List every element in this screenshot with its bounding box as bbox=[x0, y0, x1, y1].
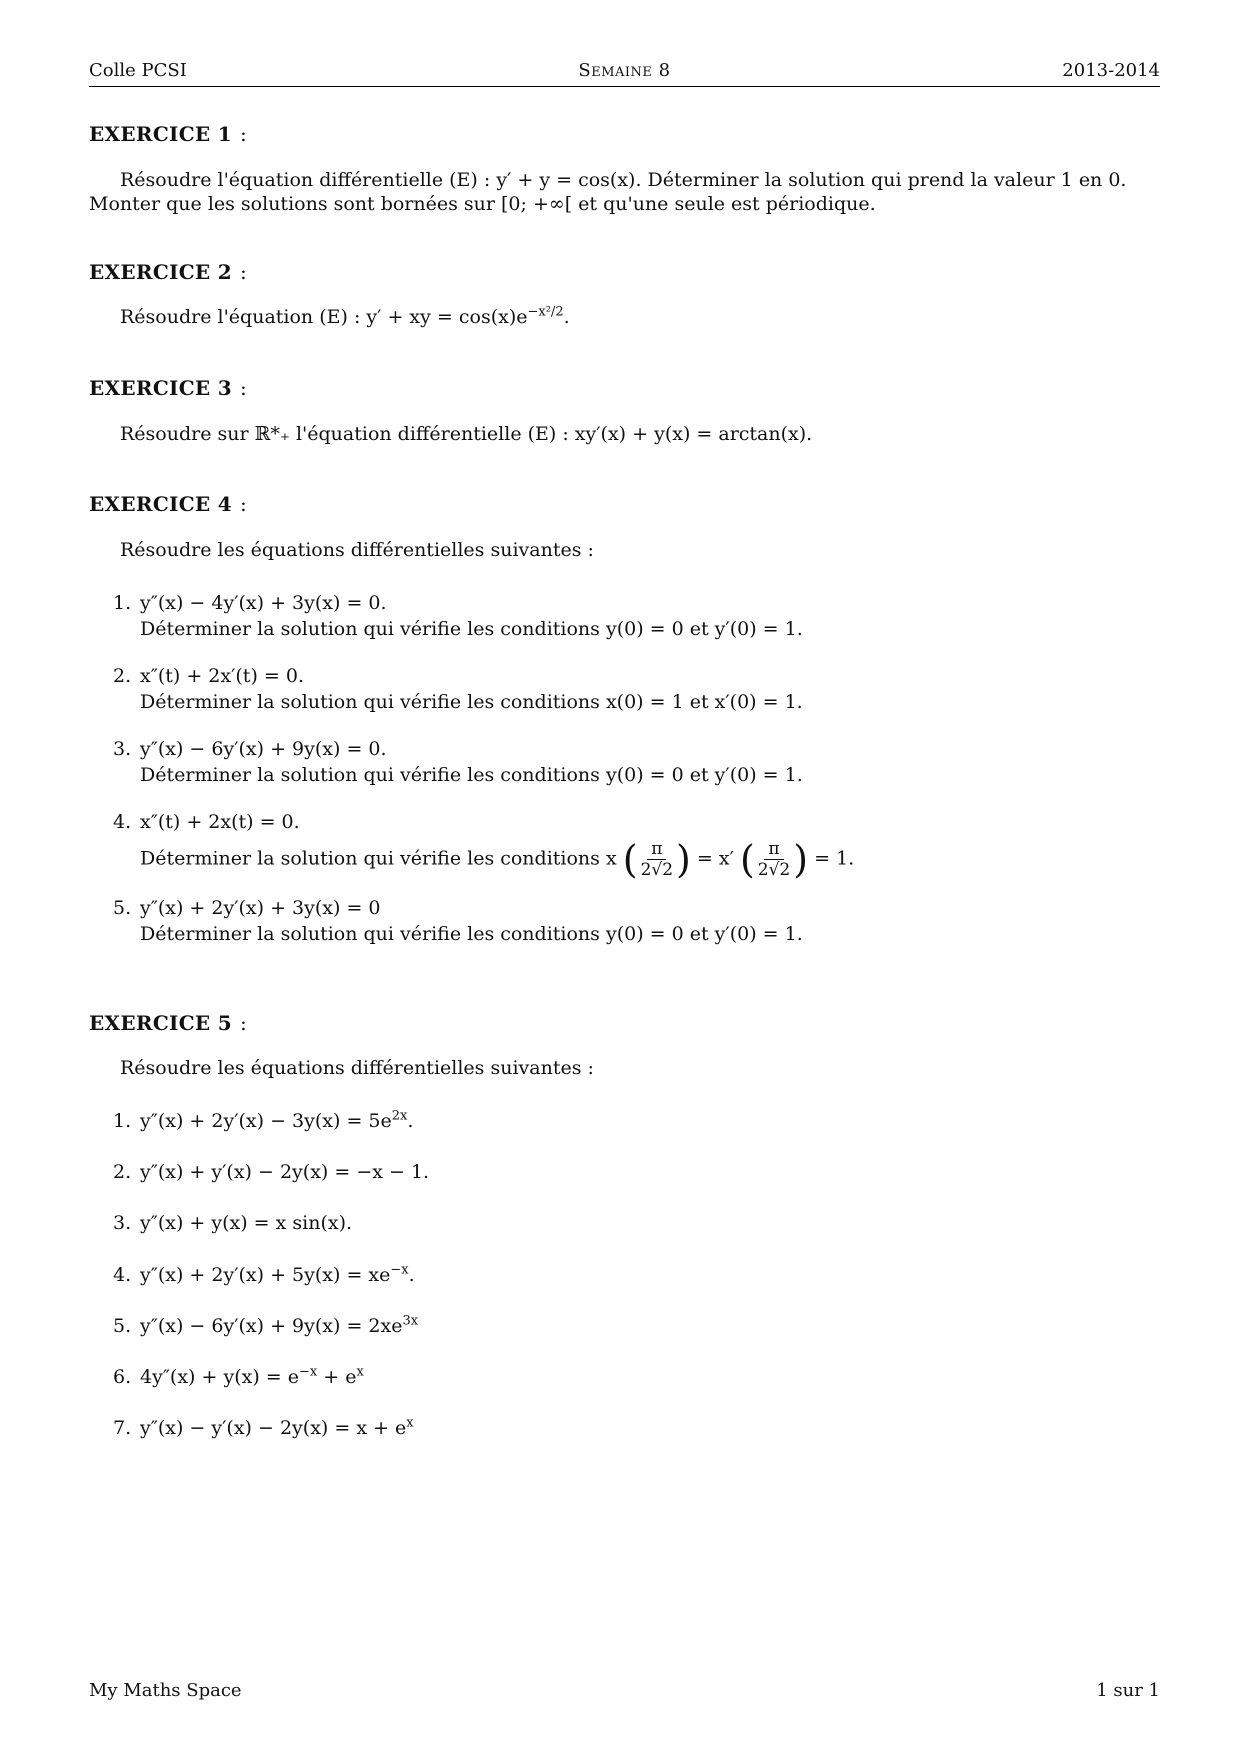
exercise-4-item-2: 2. x″(t) + 2x′(t) = 0. Déterminer la solution qui vérifie les conditions x(0) = 1 et x′(0) = 1. bbox=[113, 665, 803, 713]
exercise-1-title: EXERCICE 1 : bbox=[89, 122, 247, 146]
exercise-2-title: EXERCICE 2 : bbox=[89, 260, 247, 284]
exercise-2-line1: Résoudre l'équation (E) : y′ + xy = cos(x)e bbox=[120, 306, 528, 328]
exercise-2-exponent: −x²/2 bbox=[527, 304, 564, 320]
exercise-2-end: . bbox=[563, 306, 570, 328]
exercise-5-title: EXERCICE 5 : bbox=[89, 1011, 247, 1035]
exercise-5-item-6: 6. $4y''(x) + y(x) = e^{-x} + e^x$ bbox=[113, 1364, 364, 1388]
exercise-4-intro: Résoudre les équations différentielles suivantes : bbox=[120, 539, 594, 561]
page-header bbox=[89, 60, 1160, 87]
header-center: Semaine 8 bbox=[578, 60, 671, 81]
exercise-5-item-5: 5. $y''(x) - 6y'(x) + 9y(x) = 2xe^{3x}$ bbox=[113, 1313, 419, 1337]
exercise-4-item-1: 1. y″(x) − 4y′(x) + 3y(x) = 0. Déterminer la solution qui vérifie les conditions y(0) = 0 et y′(0) = 1. bbox=[113, 592, 803, 640]
exercise-4-item-3: 3. y″(x) − 6y′(x) + 9y(x) = 0. Déterminer la solution qui vérifie les conditions y(0) = 0 et y′(0) = 1. bbox=[113, 738, 803, 786]
page-number: 1 sur 1 bbox=[1096, 1680, 1160, 1701]
exercise-5-item-4: 4. $y''(x) + 2y'(x) + 5y(x) = xe^{-x}$. bbox=[113, 1262, 415, 1286]
header-right: 2013-2014 bbox=[1062, 60, 1160, 81]
exercise-3-title: EXERCICE 3 : bbox=[89, 376, 247, 400]
exercise-1-line2: Monter que les solutions sont bornées sur [0; +∞[ et qu'une seule est périodique. bbox=[89, 193, 876, 215]
fraction-1: $\frac{\pi}{2√2}$ bbox=[640, 839, 674, 880]
exercise-5-intro: Résoudre les équations différentielles suivantes : bbox=[120, 1057, 594, 1079]
header-left: Colle PCSI bbox=[89, 60, 187, 81]
exercise-5-item-1: 1. $y''(x) + 2y'(x) - 3y(x) = 5e^{2x}$. bbox=[113, 1108, 414, 1132]
exercise-4-title: EXERCICE 4 : bbox=[89, 492, 247, 516]
fraction-2: $\frac{\pi}{2√2}$ bbox=[757, 839, 791, 880]
exercise-2-text bbox=[89, 305, 1164, 329]
exercise-1-text bbox=[89, 168, 1164, 216]
exercise-4-item-5: 5. y″(x) + 2y′(x) + 3y(x) = 0 Déterminer la solution qui vérifie les conditions y(0) = 0 et y′(0) = 1. bbox=[113, 897, 803, 945]
exercise-4-item-4: 4. x″(t) + 2x(t) = 0. Déterminer la solution qui vérifie les conditions x ( $\frac{\pi}{2√2}$ ) = x′ ( $\frac{\pi}{2√2}$ ) = 1. bbox=[113, 811, 855, 882]
exercise-5-item-2: 2. y″(x) + y′(x) − 2y(x) = −x − 1. bbox=[113, 1161, 430, 1183]
footer-left: My Maths Space bbox=[89, 1680, 242, 1701]
exercise-1-line1: Résoudre l'équation différentielle (E) : y′ + y = cos(x). Déterminer la solution qui prend la valeur 1 en 0. bbox=[120, 169, 1127, 191]
exercise-5-item-3: 3. y″(x) + y(x) = x sin(x). bbox=[113, 1212, 353, 1234]
exercise-5-item-7: 7. $y''(x) - y'(x) - 2y(x) = x + e^x$ bbox=[113, 1415, 414, 1439]
exercise-3-line1: Résoudre sur ℝ*₊ l'équation différentielle (E) : xy′(x) + y(x) = arctan(x). bbox=[120, 423, 813, 445]
exercise-3-text bbox=[89, 422, 1164, 446]
